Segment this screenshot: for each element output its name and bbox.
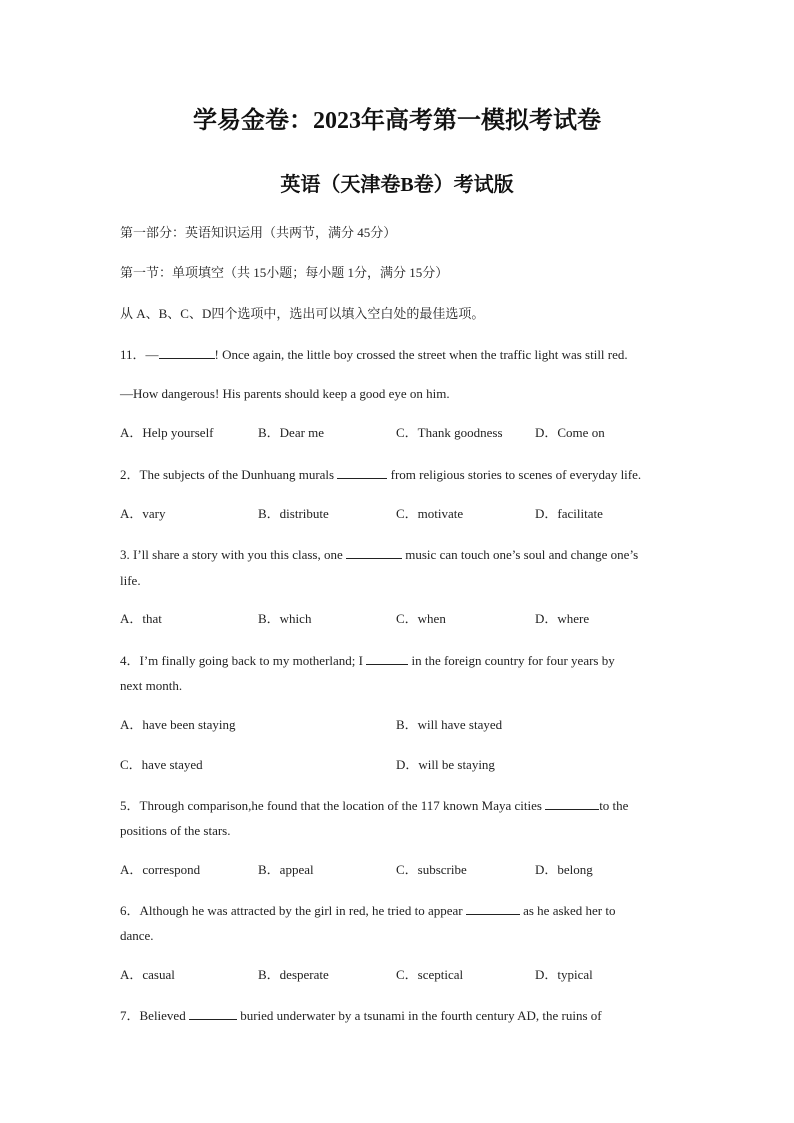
- exam-subtitle: 英语（天津卷B卷）考试版: [280, 174, 514, 196]
- stem-before: 4．I’m finally going back to my motherland; I: [120, 653, 363, 668]
- option-d: D．where: [535, 611, 590, 626]
- option-c: C．subscribe: [396, 862, 467, 877]
- option-c: C．motivate: [396, 506, 464, 521]
- option-c: C．have stayed: [120, 757, 203, 772]
- part-heading: 第一部分：英语知识运用（共两节，满分 45分）: [120, 225, 397, 240]
- question-2-stem: [120, 466, 641, 483]
- question-7-stem: [120, 1007, 602, 1024]
- exam-title: 学易金卷：2023年高考第一模拟考试卷: [193, 108, 601, 134]
- answer-blank: [545, 797, 599, 810]
- option-c: C．sceptical: [396, 967, 464, 982]
- question-11-stem: [120, 346, 628, 363]
- answer-blank: [366, 652, 408, 665]
- option-b: B．which: [258, 611, 312, 626]
- option-a: A．casual: [120, 967, 175, 982]
- option-b: B．Dear me: [258, 425, 325, 440]
- option-d: D．facilitate: [535, 506, 603, 521]
- stem-after: ! Once again, the little boy crossed the street when the traffic light was still red.: [214, 347, 628, 362]
- question-6-line2: dance.: [120, 928, 154, 943]
- stem-before: 3. I’ll share a story with you this class, one: [120, 547, 343, 562]
- question-5-line2: positions of the stars.: [120, 823, 231, 838]
- stem-before: 11．—: [120, 347, 159, 362]
- stem-after: from religious stories to scenes of everyday life.: [390, 467, 642, 482]
- option-b: B．appeal: [258, 862, 314, 877]
- option-a: A．Help yourself: [120, 425, 214, 440]
- stem-after: as he asked her to: [523, 903, 616, 918]
- stem-before: 6．Although he was attracted by the girl in red, he tried to appear: [120, 903, 463, 918]
- option-d: D．will be staying: [396, 757, 495, 772]
- stem-after: in the foreign country for four years by: [411, 653, 615, 668]
- answer-blank: [346, 546, 402, 559]
- stem-after: buried underwater by a tsunami in the fourth century AD, the ruins of: [240, 1008, 602, 1023]
- option-d: D．belong: [535, 862, 593, 877]
- question-5-stem: [120, 797, 628, 814]
- option-b: B．desperate: [258, 967, 329, 982]
- question-3-line2: life.: [120, 573, 141, 588]
- option-c: C．Thank goodness: [396, 425, 503, 440]
- stem-after: music can touch one’s soul and change one’s: [405, 547, 639, 562]
- stem-after: to the: [599, 798, 629, 813]
- option-c: C．when: [396, 611, 446, 626]
- answer-blank: [159, 346, 215, 359]
- option-a: A．have been staying: [120, 717, 236, 732]
- stem-before: 7．Believed: [120, 1008, 186, 1023]
- option-b: B．will have stayed: [396, 717, 503, 732]
- option-a: A．correspond: [120, 862, 201, 877]
- question-11-line2: —How dangerous! His parents should keep a good eye on him.: [120, 386, 450, 401]
- option-d: D．typical: [535, 967, 593, 982]
- stem-before: 5．Through comparison,he found that the location of the 117 known Maya cities: [120, 798, 542, 813]
- direction-text: 从 A、B、C、D四个选项中，选出可以填入空白处的最佳选项。: [120, 306, 485, 321]
- question-4-stem: [120, 652, 615, 669]
- answer-blank: [337, 466, 387, 479]
- stem-before: 2．The subjects of the Dunhuang murals: [120, 467, 335, 482]
- answer-blank: [466, 902, 520, 915]
- question-4-line2: next month.: [120, 678, 183, 693]
- answer-blank: [189, 1007, 237, 1020]
- option-a: A．vary: [120, 506, 166, 521]
- question-6-stem: [120, 902, 616, 919]
- section-heading: 第一节：单项填空（共 15小题；每小题 1分，满分 15分）: [120, 265, 449, 280]
- question-3-stem: [120, 546, 638, 563]
- option-a: A．that: [120, 611, 162, 626]
- option-b: B．distribute: [258, 506, 329, 521]
- option-d: D．Come on: [535, 425, 605, 440]
